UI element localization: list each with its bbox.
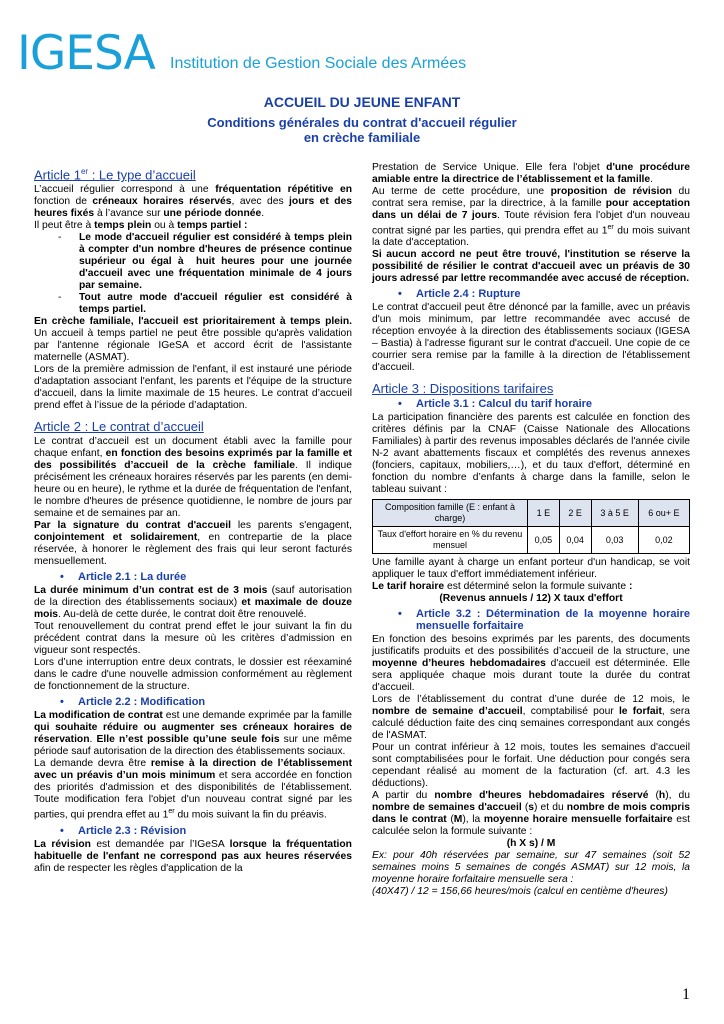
article-3-2-paragraph: En fonction des besoins exprimés par les parents, des documents justificatifs produits et des possibilités d’accueil de la structure, une moyenne d’heures hebdomadaires d'accueil est déterminée. Elle sera appliquée chaque mois durant toute la durée du contrat d'accueil. xyxy=(372,634,690,694)
page-number: 1 xyxy=(682,986,690,1003)
article-3-1-paragraph: La participation financière des parents est calculée en fonction des critères définis par la CNAF (Caisse Nationale des Allocations Familiales) à partir des revenus imposables déclarés de l'année civile N-2 avant abattements fiscaux et complétés des revenus annexes (fonciers, capitaux, mobiliers,…), et du taux d'effort, déterminé en fonction du nombre d’enfants à charge dans la famille, selon le tableau suivant : xyxy=(372,412,690,496)
table-header-cell: 6 ou+ E xyxy=(638,500,689,527)
article-1-paragraph: Il peut être à temps plein ou à temps partiel : xyxy=(34,220,248,232)
article-1-heading: Article 1er : Le type d’accueil xyxy=(34,167,196,183)
article-2-2-heading: • Article 2.2 : Modification xyxy=(60,696,206,709)
institution-name: Institution de Gestion Sociale des Armées xyxy=(170,55,467,72)
article-3-1-heading: • Article 3.1 : Calcul du tarif horaire xyxy=(398,398,593,411)
table-header-cell: 3 à 5 E xyxy=(591,500,638,527)
subtitle-line-1: Conditions générales du contrat d'accueil régulier xyxy=(207,115,517,130)
forfait-formula: (h X s) / M xyxy=(506,838,556,850)
article-2-3-paragraph: Prestation de Service Unique. Elle fera l'objet d'une procédure amiable entre la directrice de l’établissement et la famille. xyxy=(372,162,690,185)
article-1-paragraph: En crèche familiale, l'accueil est prioritairement à temps plein. Un accueil à temps partiel ne peut être possible qu'après validation par l'antenne régionale IGeSA et accord écrit de l'assistante maternelle (ASMAT). xyxy=(34,316,352,364)
example-paragraph: Ex: pour 40h réservées par semaine, sur 47 semaines (soit 52 semaines moins 5 semaines de congés ASMAT) sur 12 mois, la moyenne horaire forfaitaire mensuelle sera : xyxy=(372,850,690,886)
table-cell: 0,04 xyxy=(559,527,591,554)
page-title: ACCUEIL DU JEUNE ENFANT xyxy=(263,94,461,110)
article-2-1-paragraph: Tout renouvellement du contrat prend effet le jour suivant la fin du précédent contrat dans la mesure où les critères d’admission en vigueur sont respectés. xyxy=(34,621,352,657)
table-header-label: Composition famille (E : enfant à charge) xyxy=(373,500,528,527)
article-3-2-paragraph: Pour un contrat inférieur à 12 mois, toutes les semaines d'accueil sont comptabilisées pour le forfait. Une déduction pour congés sera cependant réalisé au moment de la facturation (cf. art. 4.3 les déductions). xyxy=(372,742,690,790)
example-calculation: (40X47) / 12 = 156,66 heures/mois (calcul en centième d'heures) xyxy=(372,886,668,898)
article-2-3-heading: • Article 2.3 : Révision xyxy=(60,824,187,837)
table-row xyxy=(373,527,690,554)
article-3-1-paragraph: Le tarif horaire est déterminé selon la formule suivante : xyxy=(372,581,633,593)
article-3-1-paragraph: Une famille ayant à charge un enfant porteur d'un handicap, se voit appliquer le taux d'effort immédiatement inférieur. xyxy=(372,557,690,581)
table-cell: 0,05 xyxy=(528,527,560,554)
article-3-heading: Article 3 : Dispositions tarifaires xyxy=(372,381,554,397)
subtitle-line-2: en crèche familiale xyxy=(303,130,421,145)
table-header-cell: 1 E xyxy=(528,500,560,527)
igesa-logo: IGESA xyxy=(17,26,155,81)
article-3-2-paragraph: Lors de l’établissement du contrat d’une durée de 12 mois, le nombre de semaine d’accueil, comptabilisé pour le forfait, sera calculé déduction faite des cinq semaines correspondant aux congés de l'ASMAT. xyxy=(372,694,690,742)
list-item: - Tout autre mode d'accueil régulier est considéré à temps partiel. xyxy=(58,292,352,316)
page-subtitle xyxy=(160,115,564,145)
article-2-1-paragraph: La durée minimum d’un contrat est de 3 mois (sauf autorisation de la direction des établissements sociaux) et maximale de douze mois. Au-delà de cette durée, le contrat doit être renouvelé. xyxy=(34,585,352,621)
article-1-paragraph: Lors de la première admission de l'enfant, il est instauré une période d'adaptation associant l'enfant, les parents et l'équipe de la structure d'accueil, dans la limite maximale de 15 heures. Le contrat d’accueil prend effet à l’issue de la période d’adaptation. xyxy=(34,364,352,412)
table-row-label: Taux d'effort horaire en % du revenu mensuel xyxy=(373,527,528,554)
right-column xyxy=(372,162,690,898)
left-column xyxy=(34,162,352,875)
article-3-2-paragraph: A partir du nombre d'heures hebdomadaires réservé (h), du nombre de semaines d'accueil (s) et du nombre de mois compris dans le contrat (M), la moyenne horaire mensuelle forfaitaire est calculée selon la formule suivante : xyxy=(372,790,690,838)
list-item: - Le mode d'accueil régulier est considéré à temps plein à compter d'un nombre d'heures de présence continue supérieur ou égal à huit heures pour une journée d'accueil avec une fréquentation minimale de 4 jours par semaine. xyxy=(58,232,352,292)
article-2-1-heading: • Article 2.1 : La durée xyxy=(60,571,187,584)
article-3-2-heading: • Article 3.2 : Détermination de la moyenne horaire mensuelle forfaitaire xyxy=(398,608,690,633)
article-2-3-paragraph: La révision est demandée par l’IGeSA lorsque la fréquentation habituelle de l'enfant ne correspond pas aux heures réservées afin de respecter les règles d'application de la xyxy=(34,838,352,874)
article-2-4-heading: • Article 2.4 : Rupture xyxy=(398,288,521,301)
table-cell: 0,02 xyxy=(638,527,689,554)
article-2-heading: Article 2 : Le contrat d’accueil xyxy=(34,419,204,435)
article-2-4-paragraph: Le contrat d'accueil peut être dénoncé par la famille, avec un préavis d'un mois minimum, par lettre recommandée avec accusé de réception envoyée à la direction des établissements sociaux (IGESA – Bastia) à l'adresse figurant sur le contrat d'accueil. Une copie de ce courrier sera remise par la famille à la direction de l'établissement d'accueil. xyxy=(372,302,690,374)
article-2-3-paragraph: Au terme de cette procédure, une proposition de révision du contrat sera remise, par la directrice, à la famille pour acceptation dans un délai de 7 jours. Toute révision fera l'objet d'un nouveau contrat signé par les parties, qui prendra effet au 1er du mois suivant la date d'acceptation. xyxy=(372,186,690,249)
article-2-2-paragraph: La demande devra être remise à la direction de l’établissement avec un préavis d’un mois minimum et sera accordée en fonction des priorités d'admission et des disponibilités de l'établissement. Toute modification fera l'objet d'un nouveau contrat signé par les parties, qui prendra effet au 1er du mois suivant la fin du préavis. xyxy=(34,758,352,821)
article-2-1-paragraph: Lors d’une interruption entre deux contrats, le dossier est réexaminé dans le cadre d'une nouvelle admission conformément au règlement de fonctionnement de la structure. xyxy=(34,657,352,693)
table-row xyxy=(373,500,690,527)
article-2-paragraph: Le contrat d’accueil est un document établi avec la famille pour chaque enfant, en fonction des besoins exprimés par la famille et des possibilités d’accueil de la crèche familiale. Il indique précisément les créneaux horaires réservés par les parents (en demi-heure ou en heure), le rythme et la durée de fréquentation de l'enfant, le nombre d'heures de présence quotidienne, le nombre de jours par semaine et de semaines par an. xyxy=(34,436,352,520)
article-1-paragraph: L’accueil régulier correspond à une fréquentation répétitive en fonction de créneaux horaires réservés, avec des jours et des heures fixés à l’avance sur une période donnée. xyxy=(34,184,352,220)
table-cell: 0,03 xyxy=(591,527,638,554)
article-2-3-paragraph: Si aucun accord ne peut être trouvé, l'institution se réserve la possibilité de résilier le contrat d'accueil avec un préavis de 30 jours adressé par lettre recommandée avec accusé de réception. xyxy=(372,249,690,285)
tarif-formula: (Revenus annuels / 12) X taux d'effort xyxy=(439,593,623,605)
article-2-2-paragraph: La modification de contrat est une demande exprimée par la famille qui souhaite réduire ou augmenter ses créneaux horaires de réservation. Elle n’est possible qu’une seule fois sur une même période sauf autorisation de la direction des établissements sociaux. xyxy=(34,710,352,758)
table-header-cell: 2 E xyxy=(559,500,591,527)
article-2-paragraph: Par la signature du contrat d'accueil les parents s'engagent, conjointement et solidairement, en contrepartie de la place réservée, à honorer le règlement des frais qui leur seront facturés mensuellement. xyxy=(34,520,352,568)
tarif-table xyxy=(372,499,690,554)
